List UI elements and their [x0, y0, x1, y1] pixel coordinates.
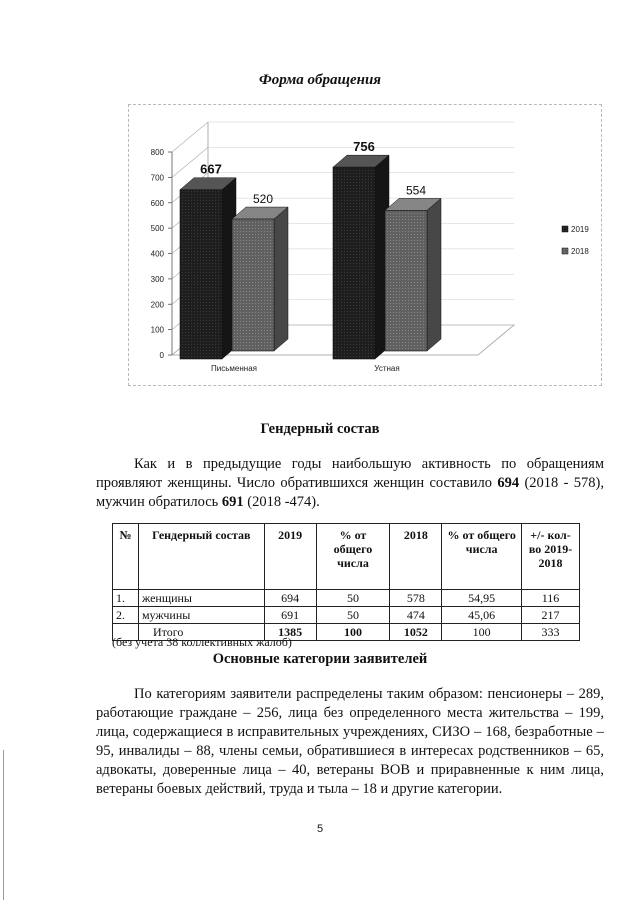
table-header-cell: Гендерный состав — [138, 524, 264, 590]
table-header-cell: 2018 — [390, 524, 442, 590]
table-cell: 691 — [264, 607, 316, 624]
table-cell: Итого — [138, 624, 264, 641]
categories-paragraph: По категориям заявители распределены таким образом: пенсионеры – 289, работающие граждане – 256, лица без определенного места жительства – 199, лица, содержащиеся в исправительных учреждениях, СИЗО – 168, безработные – 95, инвалиды – 88, члены семьи, обратившиеся в интересах родственников – 65, адвокаты, доверенные лица – 40, ветераны ВОВ и приравненные к ним лица, ветераны боевых действий, труда и тыла – 18 и другие категории. — [96, 686, 604, 797]
y-tick-label: 800 — [150, 148, 164, 157]
legend-label: 2019 — [571, 225, 589, 234]
y-tick-label: 600 — [150, 198, 164, 208]
y-tick-label: 500 — [150, 224, 164, 234]
table-cell: 50 — [316, 590, 390, 607]
table-cell: 474 — [390, 607, 442, 624]
data-label: 667 — [200, 161, 222, 177]
scan-edge-mark — [3, 750, 4, 900]
table-cell: 100 — [442, 624, 522, 641]
legend-swatch — [562, 226, 568, 232]
bar-side-2018-1 — [427, 198, 441, 351]
legend-swatch — [562, 248, 568, 254]
table-cell: 1385 — [264, 624, 316, 641]
table-header-cell: % от общего числа — [316, 524, 390, 590]
table-cell: 45,06 — [442, 607, 522, 624]
chart-title: Форма обращения — [258, 72, 382, 88]
y-tick-label: 200 — [150, 300, 164, 310]
y-tick-label: 300 — [150, 274, 164, 284]
y-tick-label: 100 — [150, 325, 164, 335]
table-header-cell: 2019 — [264, 524, 316, 590]
bar-2018-Устная — [385, 210, 427, 351]
gender-intro-text-2: (2018 - 578), мужчин обратилось — [96, 475, 604, 510]
table-cell: 1052 — [390, 624, 442, 641]
table-cell: мужчины — [138, 607, 264, 624]
men-count: 691 — [221, 494, 244, 510]
table-cell: 217 — [522, 607, 580, 624]
y-tick-label: 400 — [150, 249, 164, 259]
bar-2019-Устная — [333, 167, 375, 359]
table-cell: женщины — [138, 590, 264, 607]
table-cell: 50 — [316, 607, 390, 624]
table-cell: 54,95 — [442, 590, 522, 607]
table-cell: 694 — [264, 590, 316, 607]
categories-section-title: Основные категории заявителей — [212, 651, 428, 667]
x-category-label: Устная — [374, 364, 400, 373]
table-row — [113, 607, 580, 624]
bar-chart — [128, 104, 602, 386]
table-cell: 578 — [390, 590, 442, 607]
table-cell: 1. — [113, 590, 139, 607]
gridline-diagonal — [172, 122, 208, 152]
table-cell: 2. — [113, 607, 139, 624]
gender-intro-text-3: (2018 -474). — [243, 494, 320, 510]
table-header-row — [113, 524, 580, 590]
y-tick-label: 700 — [150, 173, 164, 183]
table-footnote: (без учета 38 коллективных жалоб) — [112, 635, 292, 649]
table-header-cell: % от общего числа — [442, 524, 522, 590]
y-tick-label: 0 — [159, 351, 164, 360]
table-cell: 333 — [522, 624, 580, 641]
legend-label: 2018 — [571, 247, 589, 256]
gender-table — [112, 523, 580, 641]
table-cell: 100 — [316, 624, 390, 641]
page-number: 5 — [316, 823, 324, 835]
bar-side-2018-0 — [274, 207, 288, 351]
table-cell: 116 — [522, 590, 580, 607]
table-header-cell: +/- кол-во 2019-2018 — [522, 524, 580, 590]
gender-intro-paragraph — [96, 455, 604, 512]
gender-section-title: Гендерный состав — [260, 421, 380, 437]
women-count: 694 — [497, 475, 520, 491]
gender-intro-text-1: Как и в предыдущие годы наибольшую активность по обращениям проявляют женщины. Число обратившихся женщин составило — [96, 456, 604, 491]
data-label: 554 — [405, 183, 427, 198]
table-row — [113, 590, 580, 607]
data-label: 520 — [252, 192, 274, 207]
x-category-label: Письменная — [211, 364, 257, 373]
bar-2019-Письменная — [180, 190, 222, 359]
bar-2018-Письменная — [232, 219, 274, 351]
data-label: 756 — [353, 139, 375, 155]
table-header-cell: № — [113, 524, 139, 590]
